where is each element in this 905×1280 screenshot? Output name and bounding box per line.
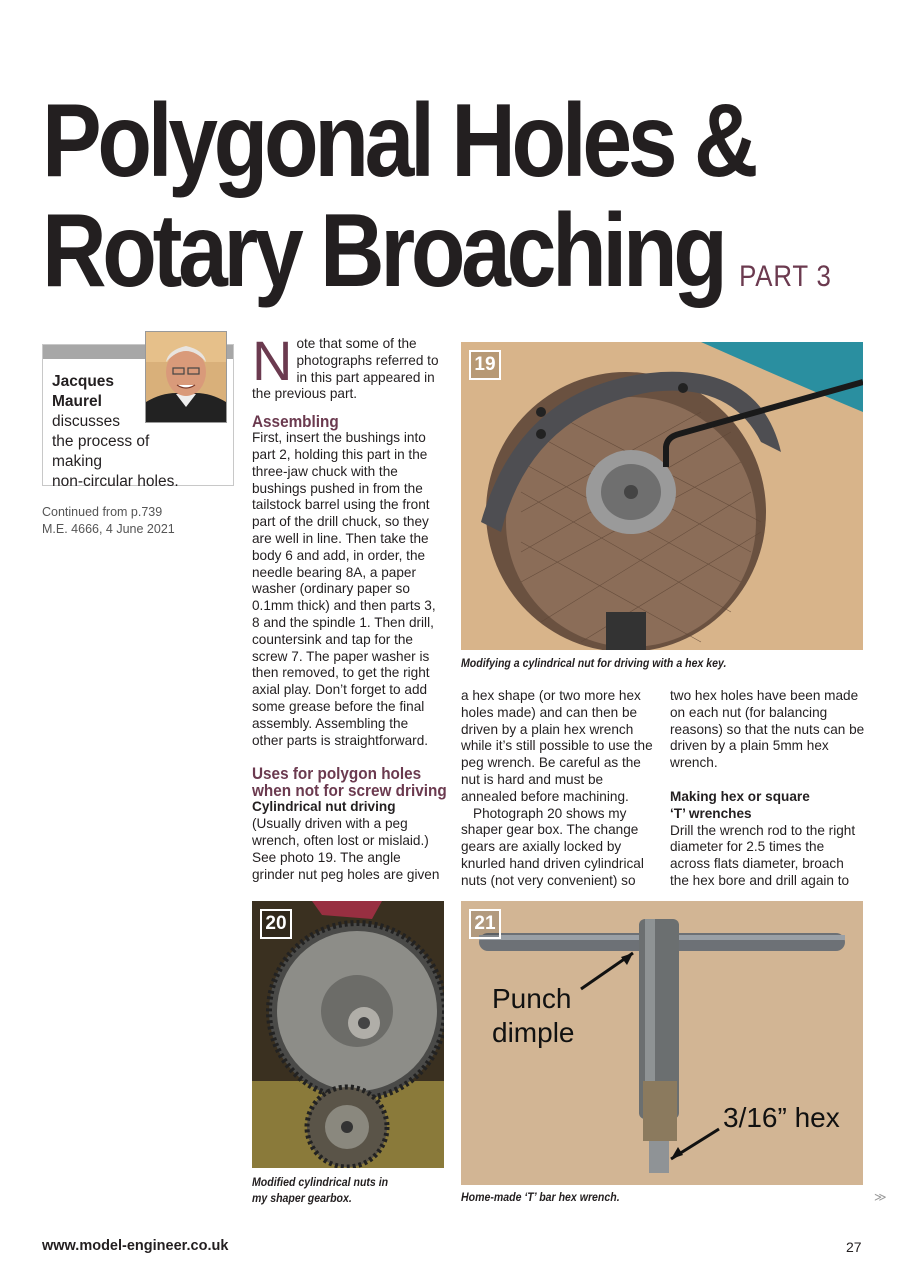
photo-19 xyxy=(461,342,863,650)
photo-20-caption-line-1: Modified cylindrical nuts in xyxy=(252,1175,389,1189)
photo-20-caption-line-2: my shaper gearbox. xyxy=(252,1191,352,1205)
photo-21 xyxy=(461,901,863,1185)
photo-20-caption xyxy=(252,1174,388,1206)
title-line-2-text: Rotary Broaching xyxy=(42,193,724,309)
col2-paragraph-a: a hex shape (or two more hex holes made) and can then be driven by a plain hex wrench while it’s still possible to use the peg wrench. Be careful as the nut is hard and must be annealed before machining. xyxy=(461,688,653,804)
column-1 xyxy=(252,329,447,883)
author-first-name: Jacques xyxy=(52,373,115,390)
article-title xyxy=(42,83,832,332)
heading-uses-line-1: Uses for polygon holes xyxy=(252,764,422,784)
intro-text: ote that some of the photographs referred to in this part appeared in the previous part. xyxy=(252,336,439,402)
title-line-1: Polygonal Holes & xyxy=(42,83,755,199)
photo-21-number: 21 xyxy=(469,909,501,939)
drop-cap: N xyxy=(252,329,293,392)
footer-url[interactable]: www.model-engineer.co.uk xyxy=(42,1238,229,1254)
author-blurb-line-1: discusses xyxy=(52,413,121,430)
column-2 xyxy=(461,688,653,890)
continued-note xyxy=(42,504,222,538)
part-label: PART 3 xyxy=(739,260,832,293)
col2-paragraph-b: Photograph 20 shows my shaper gear box. The change gears are axially locked by knurled hand driven cylindrical nuts (not very convenient) so xyxy=(461,805,644,888)
cylindrical-paragraph: (Usually driven with a peg wrench, often lost or mislaid.) See photo 19. The angle grinder nut peg holes are given xyxy=(252,816,440,882)
column-3 xyxy=(670,688,865,890)
label-hex: 3/16” hex xyxy=(723,1102,840,1133)
photo-20-number: 20 xyxy=(260,909,292,939)
photo-20-image xyxy=(252,901,444,1168)
author-blurb-line-2: the process of making xyxy=(52,433,150,470)
intro-paragraph xyxy=(252,329,440,403)
subheading-making-line-1: Making hex or square xyxy=(670,788,810,804)
continued-line-1: Continued from p.739 xyxy=(42,505,163,519)
heading-uses-line-2: when not for screw driving xyxy=(252,781,447,801)
photo-19-image xyxy=(461,342,863,650)
author-blurb-line-3: non-circular holes. xyxy=(52,473,179,490)
photo-20 xyxy=(252,901,444,1168)
author-last-name: Maurel xyxy=(52,393,102,410)
label-punch-dimple xyxy=(492,982,574,1050)
subheading-making-line-2: ‘T’ wrenches xyxy=(670,805,752,821)
next-page-arrows: ≫ xyxy=(874,1190,887,1204)
photo-21-caption: Home-made ‘T’ bar hex wrench. xyxy=(461,1190,620,1204)
subheading-cylindrical: Cylindrical nut driving xyxy=(252,799,396,815)
page-number: 27 xyxy=(846,1239,862,1255)
photo-19-caption: Modifying a cylindrical nut for driving with a hex key. xyxy=(461,656,727,670)
heading-assembling: Assembling xyxy=(252,412,339,432)
author-blurb xyxy=(52,372,202,492)
title-line-2 xyxy=(42,193,832,332)
col3-paragraph-a: two hex holes have been made on each nut (for balancing reasons) so that the nuts can be driven by a plain 5mm hex wrench. xyxy=(670,688,865,771)
assembling-paragraph: First, insert the bushings into part 2, holding this part in the three-jaw chuck with the bushings pushed in from the tailstock barrel using the front part of the drill chuck, so they are well in line. Then take the body 6 and add, in order, the needle bearing 8A, a paper washer (ordinary paper so 0.1mm thick) and then parts 3, 8 and the spindle 1. Then drill, countersink and tap for the screw 7. The paper washer is then removed, to get the right axial play. Don’t forget to add some grease before the final assembly. Assembling the other parts is straightforward. xyxy=(252,430,436,748)
photo-19-number: 19 xyxy=(469,350,501,380)
continued-line-2: M.E. 4666, 4 June 2021 xyxy=(42,522,175,536)
label-punch-line-1: Punch xyxy=(492,983,572,1014)
label-punch-line-2: dimple xyxy=(492,1017,575,1048)
col3-paragraph-b: Drill the wrench rod to the right diameter for 2.5 times the across flats diameter, broach the hex bore and drill again to xyxy=(670,822,856,888)
